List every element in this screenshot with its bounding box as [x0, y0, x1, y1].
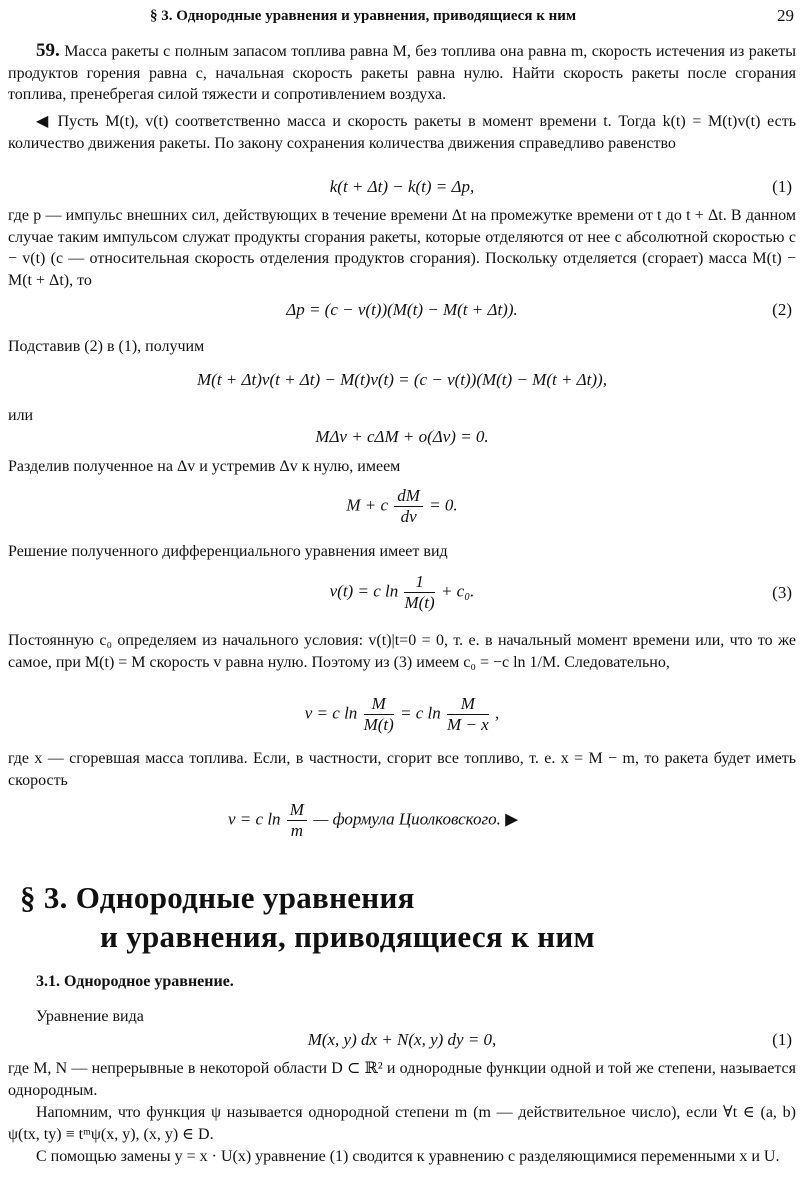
- fraction-numerator: M: [447, 694, 489, 715]
- problem-statement: [8, 40, 796, 106]
- fraction-numerator: 1: [404, 572, 434, 593]
- equation-5: [8, 486, 796, 527]
- equation-9: [8, 1030, 796, 1050]
- equation-3-body: M(t + Δt)v(t + Δt) − M(t)v(t) = (c − v(t))(M(t) − M(t + Δt)),: [197, 370, 607, 389]
- section-title-line-2: и уравнения, приводящиеся к ним: [100, 919, 595, 954]
- paragraph-8: где x — сгоревшая масса топлива. Если, в частности, сгорит все топливо, т. е. x = M − m, то ракета будет иметь скорость: [8, 750, 796, 789]
- page-number: 29: [777, 6, 794, 25]
- paragraph-1: ◀ Пусть M(t), v(t) соответственно масса и скорость ракеты в момент времени t. Тогда k(t) = M(t)v(t) есть количество движения ракеты. По закону сохранения количества движения справедливо равенство: [8, 113, 797, 152]
- fraction-denominator: m: [290, 821, 304, 840]
- fraction-denominator: M(t): [363, 715, 394, 734]
- equation-1: [8, 177, 796, 197]
- equation-6-right: + c₀.: [440, 581, 475, 601]
- paragraph-5: Разделив полученное на Δv и устремив Δv к нулю, имеем: [8, 458, 401, 475]
- paragraph-3: Подставив (2) в (1), получим: [8, 338, 205, 355]
- fraction-numerator: dM: [394, 486, 423, 507]
- running-header: [150, 6, 794, 28]
- section-title-line-1: § 3. Однородные уравнения: [20, 880, 415, 915]
- paragraph-7: Постоянную c₀ определяем из начального условия: v(t)|t=0 = 0, т. е. в начальный момент времени или, что то же самое, при M(t) = M скорость v равна нулю. Поэтому из (3) имеем c₀ = −c ln 1/M. Следовательно,: [8, 632, 796, 671]
- equation-8-left: v = c ln: [228, 809, 281, 829]
- equation-7-fraction-1: [364, 694, 394, 735]
- equation-2: [8, 300, 796, 320]
- equation-8: [228, 800, 788, 841]
- section-paragraph-1: Уравнение вида: [36, 1008, 144, 1025]
- equation-2-body: Δp = (c − v(t))(M(t) − M(t + Δt)).: [286, 300, 518, 319]
- tsiolkovsky-formula-label: — формула Циолковского. ▶: [313, 809, 519, 829]
- problem-number: 59.: [36, 40, 60, 61]
- running-title: § 3. Однородные уравнения и уравнения, приводящиеся к ним: [150, 8, 577, 24]
- equation-3: [8, 370, 796, 390]
- equation-6-number: (3): [772, 583, 792, 602]
- equation-9-body: M(x, y) dx + N(x, y) dy = 0,: [307, 1030, 497, 1049]
- equation-5-fraction: [394, 486, 423, 527]
- equation-4-body: MΔv + cΔM + o(Δv) = 0.: [315, 427, 489, 446]
- equation-6-fraction: [404, 572, 434, 613]
- equation-2-number: (2): [772, 300, 792, 319]
- equation-7-fraction-2: [447, 694, 489, 735]
- paragraph-4: или: [8, 407, 34, 424]
- equation-5-left: M + c: [346, 495, 389, 515]
- section-paragraph-4: С помощью замены y = x · U(x) уравнение (1) сводится к уравнению с разделяющимися переменными x и U.: [36, 1148, 780, 1165]
- equation-7-left: v = c ln: [304, 703, 358, 723]
- equation-4: [8, 427, 796, 447]
- subsection-title: 3.1. Однородное уравнение.: [36, 973, 234, 990]
- fraction-numerator: M: [287, 800, 307, 821]
- equation-7-right: ,: [494, 703, 500, 723]
- fraction-denominator: M − x: [447, 715, 489, 734]
- equation-9-number: (1): [772, 1030, 792, 1049]
- equation-5-right: = 0.: [429, 495, 458, 515]
- equation-6: [8, 572, 796, 613]
- fraction-numerator: M: [364, 694, 394, 715]
- section-paragraph-2: где M, N — непрерывные в некоторой области D ⊂ ℝ² и однородные функции одной и той же степени, называется однородным.: [8, 1060, 796, 1099]
- equation-1-body: k(t + Δt) − k(t) = Δp,: [329, 177, 475, 196]
- equation-8-fraction: [287, 800, 307, 841]
- section-paragraph-3: Напомним, что функция ψ называется однородной степени m (m — действительное число), если ∀t ∈ (a, b) ψ(tx, ty) ≡ tᵐψ(x, y), (x, y) ∈ D.: [8, 1104, 796, 1143]
- fraction-denominator: M(t): [404, 593, 435, 612]
- paragraph-6: Решение полученного дифференциального уравнения имеет вид: [8, 543, 448, 560]
- fraction-denominator: dv: [400, 507, 417, 526]
- paragraph-2: где p — импульс внешних сил, действующих в течение времени Δt на промежутке времени от t до t + Δt. В данном случае таким импульсом служат продукты сгорания ракеты, которые отделяются от нее с абсолютной скоростью c − v(t) (c — относительная скорость отделения продуктов сгорания). Поскольку отделяется (сгорает) масса M(t) − M(t + Δt), то: [8, 207, 796, 289]
- equation-7-middle: = c ln: [400, 703, 441, 723]
- equation-6-left: v(t) = c ln: [329, 581, 399, 601]
- equation-7: [8, 694, 796, 735]
- equation-1-number: (1): [772, 177, 792, 196]
- problem-text: Масса ракеты с полным запасом топлива равна M, без топлива она равна m, скорость истечения из ракеты продуктов горения равна c, начальная скорость ракеты равна нулю. Найти скорость ракеты после сгорания топлива, пренебрегая силой тяжести и сопротивлением воздуха.: [8, 43, 797, 103]
